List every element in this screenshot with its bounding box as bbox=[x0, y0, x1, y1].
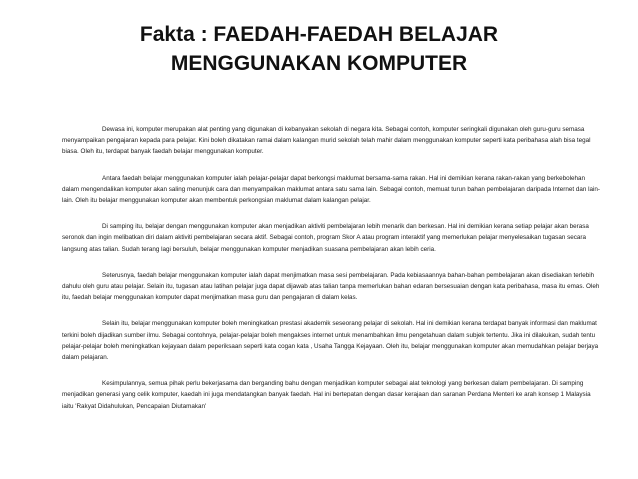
slide-body bbox=[62, 124, 602, 427]
paragraph-achievement bbox=[62, 318, 602, 363]
paragraph-interesting bbox=[62, 221, 602, 255]
paragraph-sharing-text: Antara faedah belajar menggunakan komputer ialah pelajar-pelajar dapat berkongsi maklumat bersama-sama rakan. Hal ini demikian kerana rakan-rakan yang berkebolehan dalam mengendalikan komputer akan saling menunjuk cara dan menyampaikan maklumat antara satu sama lain. Sebagai contoh, memuat turun bahan pembelajaran daripada Internet dan lain-lain. Oleh itu belajar menggunakan komputer akan membentuk perkongsian maklumat dalam kalangan pelajar. bbox=[62, 174, 601, 205]
paragraph-sharing bbox=[62, 173, 602, 207]
slide-title bbox=[0, 20, 638, 78]
paragraph-conclusion bbox=[62, 378, 602, 412]
title-line-2: MENGGUNAKAN KOMPUTER bbox=[170, 52, 468, 75]
paragraph-interesting-text: Di samping itu, belajar dengan menggunakan komputer akan menjadikan aktiviti pembelajaran lebih menarik dan berkesan. Hal ini demikian kerana setiap pelajar akan berasa seronok dan ingin melibatkan diri dalam aktiviti pembelajaran secara aktif. Sebagai contoh, program Skor A atau program interaktif yang memerlukan pelajar menyelesaikan tugasan secara langsung atas talian. Sudah terang lagi bersuluh, belajar menggunakan komputer menjadikan suasana pembelajaran akan lebih ceria. bbox=[62, 223, 589, 253]
paragraph-achievement-text: Selain itu, belajar menggunakan komputer boleh meningkatkan prestasi akademik seseorang pelajar di sekolah. Hal ini demikian kerana terdapat banyak informasi dan maklumat terkini boleh dijadikan sumber ilmu. Sebagai contohnya, pelajar-pelajar boleh mengakses internet untuk menambahkan ilmu pengetahuan dalam subjek tertentu. Jika ini dilakukan, sudah tentu pelajar-pelajar boleh meningkatkan kejayaan dalam peperiksaan seperti kata cogan kata , Usaha Tangga Kejayaan. Oleh itu, belajar menggunakan komputer akan memudahkan pelajar berjaya dalam pelajaran. bbox=[62, 320, 599, 362]
paragraph-time-saving-text: Seterusnya, faedah belajar menggunakan komputer ialah dapat menjimatkan masa sesi pembelajaran. Pada kebiasaannya bahan-bahan pembelajaran akan disediakan terlebih dahulu oleh guru atau pelajar. Selain itu, tugasan atau latihan pelajar juga dapat dijawab atas talian tanpa memerlukan bahan edaran bersesuaian dengan kata peribahasa, masa itu emas. Oleh itu, faedah belajar menggunakan komputer dapat menjimatkan masa guru dan pengajaran di dalam kelas. bbox=[62, 271, 600, 302]
paragraph-conclusion-text: Kesimpulannya, semua pihak perlu bekerjasama dan berganding bahu dengan menjadikan komputer sebagai alat teknologi yang berkesan dalam pembelajaran. Di samping menjadikan generasi yang celik komputer, kaedah ini juga mendatangkan banyak faedah. Hal ini bertepatan dengan dasar kerajaan dan saranan Perdana Menteri ke arah konsep 1 Malaysia iaitu 'Rakyat Didahulukan, Pencapaian Diutamakan' bbox=[62, 380, 591, 410]
paragraph-intro bbox=[62, 124, 602, 158]
title-line-1: Fakta : FAEDAH-FAEDAH BELAJAR bbox=[139, 23, 499, 46]
paragraph-intro-text: Dewasa ini, komputer merupakan alat penting yang digunakan di kebanyakan sekolah di negara kita. Sebagai contoh, komputer seringkali digunakan oleh guru-guru semasa menyampaikan pengajaran kepada para pelajar. Kini boleh dikatakan ramai dalam kalangan murid sekolah telah mahir dalam menggunakan komputer seperti kata peribahasa alah bisa tegal biasa. Oleh itu, terdapat banyak faedah belajar menggunakan komputer. bbox=[62, 126, 591, 156]
paragraph-time-saving bbox=[62, 270, 602, 304]
